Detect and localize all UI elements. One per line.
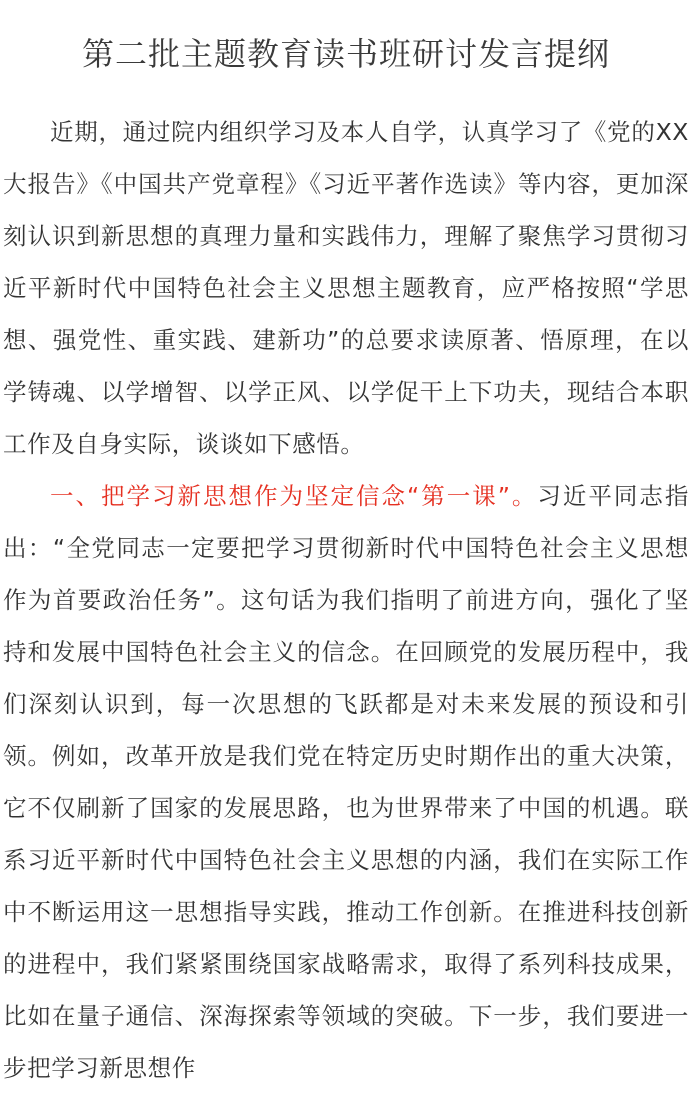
paragraph-section-one	[3, 470, 689, 1094]
paragraph-intro-text: 近期，通过院内组织学习及本人自学，认真学习了《党的XX大报告》《中国共产党章程》《习近平著作选读》等内容，更加深刻认识到新思想的真理力量和实践伟力，理解了聚焦学习贯彻习近平新时代中国特色社会主义思想主题教育，应严格按照“学思想、强党性、重实践、建新功”的总要求读原著、悟原理，在以学铸魂、以学增智、以学正风、以学促干上下功夫，现结合本职工作及自身实际，谈谈如下感悟。	[3, 118, 689, 458]
section-one-heading: 一、把学习新思想作为坚定信念“第一课”。	[50, 482, 538, 510]
document-title: 第二批主题教育读书班研讨发言提纲	[81, 35, 610, 73]
document-body	[3, 106, 689, 1094]
paragraph-intro	[3, 106, 689, 470]
section-one-text: 习近平同志指出：“全党同志一定要把学习贯彻新时代中国特色社会主义思想作为首要政治任务”。这句话为我们指明了前进方向，强化了坚持和发展中国特色社会主义的信念。在回顾党的发展历程中，我们深刻认识到，每一次思想的飞跃都是对未来发展的预设和引领。例如，改革开放是我们党在特定历史时期作出的重大决策，它不仅刷新了国家的发展思路，也为世界带来了中国的机遇。联系习近平新时代中国特色社会主义思想的内涵，我们在实际工作中不断运用这一思想指导实践，推动工作创新。在推进科技创新的进程中，我们紧紧围绕国家战略需求，取得了系列科技成果，比如在量子通信、深海探索等领域的突破。下一步，我们要进一步把学习新思想作	[3, 482, 689, 1082]
